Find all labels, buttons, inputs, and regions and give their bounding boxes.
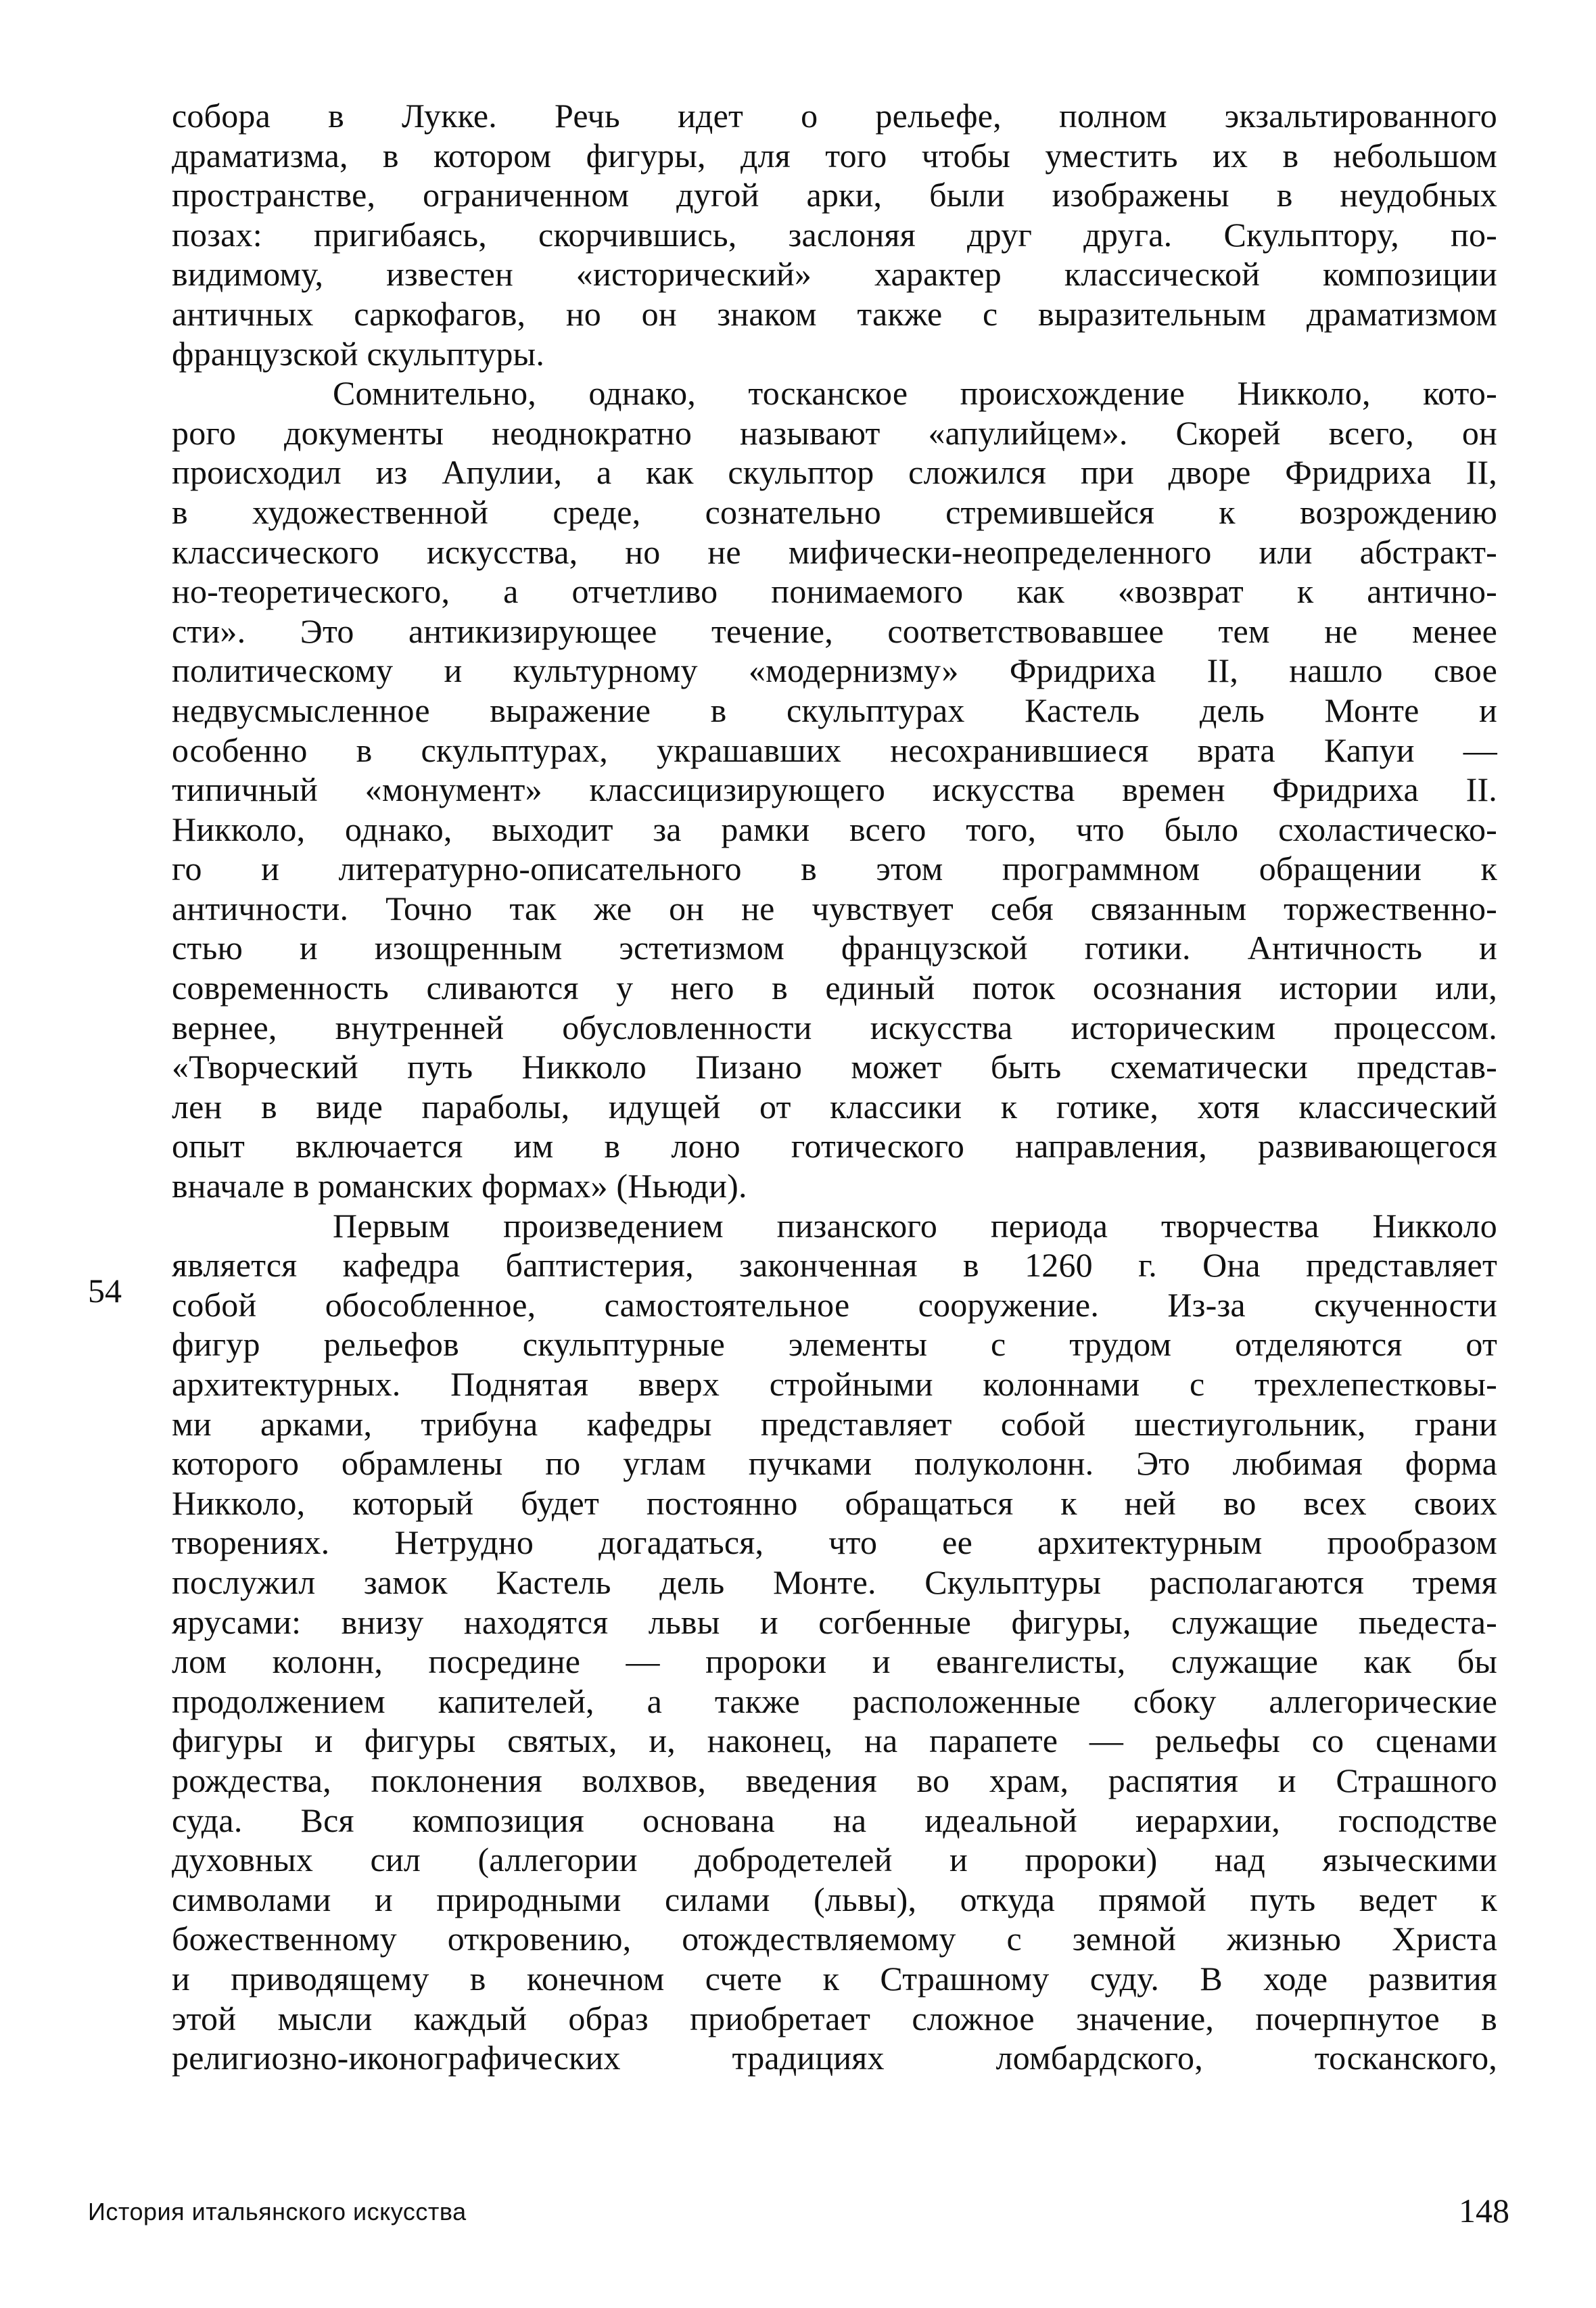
body-text bbox=[172, 96, 1497, 2078]
text-line: стью и изощренным эстетизмом французской готики. Античность и bbox=[172, 929, 1497, 967]
text-line: творениях. Нетрудно догадаться, что ее архитектурным прообразом bbox=[172, 1523, 1497, 1562]
text-line: классического искусства, но не мифически-неопределенного или абстракт- bbox=[172, 532, 1497, 571]
text-line: является кафедра баптистерия, законченная в 1260 г. Она представляет bbox=[172, 1246, 1497, 1285]
text-line: лен в виде параболы, идущей от классики к готике, хотя классический bbox=[172, 1087, 1497, 1126]
text-line: французской скульптуры. bbox=[172, 334, 545, 373]
text-line: Никколо, однако, выходит за рамки всего того, что было схоластическо- bbox=[172, 810, 1497, 848]
text-line: современность сливаются у него в единый поток осознания истории или, bbox=[172, 969, 1497, 1007]
running-footer-title: История итальянского искусства bbox=[88, 2198, 467, 2225]
text-line: символами и природными силами (львы), откуда прямой путь ведет к bbox=[172, 1880, 1497, 1918]
text-line: видимому, известен «исторический» характер классической композиции bbox=[172, 255, 1497, 294]
text-line: суда. Вся композиция основана на идеальной иерархии, господстве bbox=[172, 1801, 1497, 1839]
text-line: продолжением капителей, а также расположенные сбоку аллегорические bbox=[172, 1682, 1497, 1720]
text-line: драматизма, в котором фигуры, для того чтобы уместить их в небольшом bbox=[172, 136, 1497, 175]
text-line: позах: пригибаясь, скорчившись, заслоняя друг друга. Скульптору, по- bbox=[172, 215, 1497, 254]
text-line: и приводящему в конечном счете к Страшному суду. В ходе развития bbox=[172, 1959, 1497, 1998]
text-line: но-теоретического, а отчетливо понимаемого как «возврат к антично- bbox=[172, 572, 1497, 611]
text-line: собой обособленное, самостоятельное сооружение. Из-за скученности bbox=[172, 1285, 1497, 1324]
text-line: лом колонн, посредине — пророки и евангелисты, служащие как бы bbox=[172, 1642, 1497, 1681]
text-line: которого обрамлены по углам пучками полуколонн. Это любимая форма bbox=[172, 1444, 1497, 1483]
text-line: недвусмысленное выражение в скульптурах Кастель дель Монте и bbox=[172, 691, 1497, 729]
text-line: религиозно-иконографических традициях ломбардского, тосканского, bbox=[172, 2039, 1497, 2077]
text-line: сти». Это антикизирующее течение, соответствовавшее тем не менее bbox=[172, 611, 1497, 650]
text-line: Первым произведением пизанского периода творчества Никколо bbox=[333, 1206, 1497, 1245]
text-line: фигур рельефов скульптурные элементы с трудом отделяются от bbox=[172, 1325, 1497, 1364]
text-line: вначале в романских формах» (Ньюди). bbox=[172, 1167, 747, 1205]
text-line: типичный «монумент» классицизирующего искусства времен Фридриха II. bbox=[172, 770, 1497, 809]
text-line: происходил из Апулии, а как скульптор сложился при дворе Фридриха II, bbox=[172, 453, 1497, 492]
illustration-reference: 54 bbox=[88, 1272, 122, 1310]
text-line: собора в Лукке. Речь идет о рельефе, полном экзальтированного bbox=[172, 97, 1497, 135]
text-line: пространстве, ограниченном дугой арки, были изображены в неудобных bbox=[172, 176, 1497, 214]
page-number: 148 bbox=[1459, 2192, 1509, 2230]
text-line: Никколо, который будет постоянно обращаться к ней во всех своих bbox=[172, 1483, 1497, 1522]
text-line: Сомнительно, однако, тосканское происхождение Никколо, кото- bbox=[333, 374, 1497, 413]
text-line: послужил замок Кастель дель Монте. Скульптуры располагаются тремя bbox=[172, 1563, 1497, 1601]
text-line: античности. Точно так же он не чувствует себя связанным торжественно- bbox=[172, 889, 1497, 927]
text-line: ярусами: внизу находятся львы и согбенные фигуры, служащие пьедеста- bbox=[172, 1602, 1497, 1641]
text-line: рого документы неоднократно называют «апулийцем». Скорей всего, он bbox=[172, 413, 1497, 452]
text-line: вернее, внутренней обусловленности искусства историческим процессом. bbox=[172, 1008, 1497, 1046]
text-line: политическому и культурному «модернизму» Фридриха II, нашло свое bbox=[172, 651, 1497, 690]
text-line: в художественной среде, сознательно стремившейся к возрождению bbox=[172, 492, 1497, 531]
text-line: этой мысли каждый образ приобретает сложное значение, почерпнутое в bbox=[172, 1999, 1497, 2037]
text-line: особенно в скульптурах, украшавших несохранившиеся врата Капуи — bbox=[172, 731, 1497, 769]
text-line: го и литературно-описательного в этом программном обращении к bbox=[172, 850, 1497, 888]
text-line: фигуры и фигуры святых, и, наконец, на парапете — рельефы со сценами bbox=[172, 1722, 1497, 1760]
text-line: рождества, поклонения волхвов, введения во храм, распятия и Страшного bbox=[172, 1761, 1497, 1799]
text-line: божественному откровению, отождествляемому с земной жизнью Христа bbox=[172, 1920, 1497, 1958]
text-line: духовных сил (аллегории добродетелей и пророки) над языческими bbox=[172, 1841, 1497, 1879]
text-line: ми арками, трибуна кафедры представляет собой шестиугольник, грани bbox=[172, 1404, 1497, 1443]
text-line: архитектурных. Поднятая вверх стройными колоннами с трехлепестковы- bbox=[172, 1365, 1497, 1403]
text-line: «Творческий путь Никколо Пизано может быть схематически представ- bbox=[172, 1048, 1497, 1086]
text-line: опыт включается им в лоно готического направления, развивающегося bbox=[172, 1127, 1497, 1165]
text-line: античных саркофагов, но он знаком также с выразительным драматизмом bbox=[172, 294, 1497, 333]
